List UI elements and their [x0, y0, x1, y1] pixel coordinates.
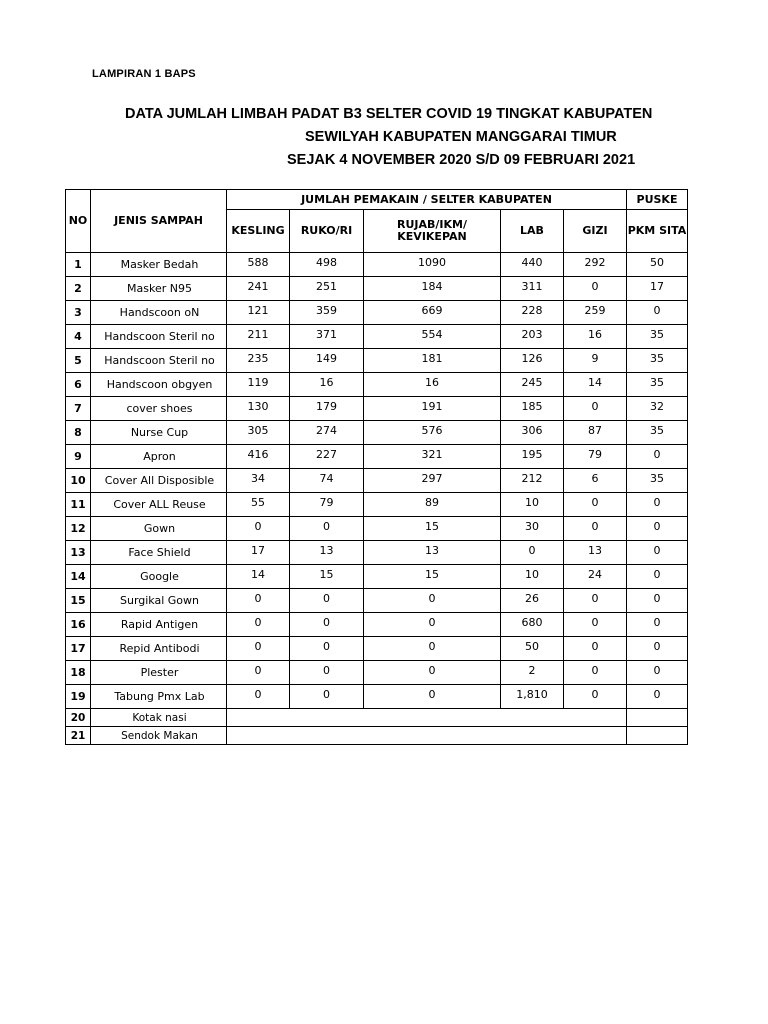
row-value-cell: 55: [227, 493, 290, 517]
row-value-cell: 0: [364, 637, 501, 661]
row-value-cell: 235: [227, 349, 290, 373]
header-rujab-ikm-kevikepan: [364, 210, 501, 253]
row-value-cell: 35: [627, 349, 688, 373]
row-value-cell: 0: [564, 685, 627, 709]
row-jenis-sampah: Surgikal Gown: [91, 589, 227, 613]
row-value-cell: 0: [227, 685, 290, 709]
row-number: 13: [66, 541, 91, 565]
row-value-cell: 34: [227, 469, 290, 493]
row-value-cell: 32: [627, 397, 688, 421]
row-number: 4: [66, 325, 91, 349]
row-value-cell: 0: [364, 685, 501, 709]
row-value-cell: 50: [501, 637, 564, 661]
row-value-cell: 130: [227, 397, 290, 421]
row-value-cell: 15: [364, 517, 501, 541]
row-value-cell: 184: [364, 277, 501, 301]
row-value-cell: 6: [564, 469, 627, 493]
row-value-cell: 680: [501, 613, 564, 637]
row-value-cell: 311: [501, 277, 564, 301]
row-jenis-sampah: Repid Antibodi: [91, 637, 227, 661]
header-ruko-ri: RUKO/RI: [290, 210, 364, 253]
row-value-cell: 0: [627, 613, 688, 637]
row-jenis-sampah: Plester: [91, 661, 227, 685]
row-value-cell: 24: [564, 565, 627, 589]
row-number: 16: [66, 613, 91, 637]
row-number: 11: [66, 493, 91, 517]
table-row: [66, 301, 688, 325]
row-value-cell: 14: [564, 373, 627, 397]
row-jenis-sampah: Google: [91, 565, 227, 589]
row-jenis-sampah: Handscoon Steril no: [91, 325, 227, 349]
row-value-cell: 1,810: [501, 685, 564, 709]
row-jenis-sampah: Sendok Makan: [91, 727, 227, 745]
row-jenis-sampah: Handscoon obgyen: [91, 373, 227, 397]
row-value-cell: 498: [290, 253, 364, 277]
row-number: 7: [66, 397, 91, 421]
row-value-cell: 16: [564, 325, 627, 349]
header-lab: LAB: [501, 210, 564, 253]
header-kesling: KESLING: [227, 210, 290, 253]
row-number: 20: [66, 709, 91, 727]
table-body: [66, 253, 688, 745]
row-value-cell: 179: [290, 397, 364, 421]
table-row: [66, 661, 688, 685]
table-row: [66, 727, 688, 745]
row-value-cell: 10: [501, 493, 564, 517]
header-kevikepan-line: KEVIKEPAN: [397, 230, 467, 243]
row-number: 12: [66, 517, 91, 541]
header-group-kabupaten: JUMLAH PEMAKAIN / SELTER KABUPATEN: [227, 190, 627, 210]
row-value-cell: 17: [627, 277, 688, 301]
row-value-cell: 0: [564, 277, 627, 301]
row-value-cell: 0: [627, 565, 688, 589]
row-jenis-sampah: Tabung Pmx Lab: [91, 685, 227, 709]
row-number: 5: [66, 349, 91, 373]
row-value-cell: 274: [290, 421, 364, 445]
row-value-cell: 0: [564, 589, 627, 613]
row-value-cell: 0: [627, 493, 688, 517]
row-jenis-sampah: cover shoes: [91, 397, 227, 421]
table-row: [66, 253, 688, 277]
row-value-cell: 0: [627, 301, 688, 325]
row-value-cell: 0: [564, 661, 627, 685]
row-value-cell: 0: [290, 685, 364, 709]
row-value-cell: 74: [290, 469, 364, 493]
row-value-cell: 228: [501, 301, 564, 325]
empty-puskesmas-cell: [627, 727, 688, 745]
row-value-cell: 13: [290, 541, 364, 565]
row-value-cell: 0: [227, 637, 290, 661]
row-number: 18: [66, 661, 91, 685]
row-value-cell: 211: [227, 325, 290, 349]
title-line-1: DATA JUMLAH LIMBAH PADAT B3 SELTER COVID 19 TINGKAT KABUPATEN: [125, 106, 653, 122]
row-number: 9: [66, 445, 91, 469]
row-number: 3: [66, 301, 91, 325]
row-value-cell: 0: [227, 589, 290, 613]
row-value-cell: 0: [290, 637, 364, 661]
table-row: [66, 685, 688, 709]
row-number: 21: [66, 727, 91, 745]
table-row: [66, 517, 688, 541]
header-gizi: GIZI: [564, 210, 627, 253]
header-group-puskesmas: PUSKE: [627, 190, 688, 210]
row-value-cell: 185: [501, 397, 564, 421]
row-number: 15: [66, 589, 91, 613]
row-number: 2: [66, 277, 91, 301]
row-jenis-sampah: Nurse Cup: [91, 421, 227, 445]
title-line-3: SEJAK 4 NOVEMBER 2020 S/D 09 FEBRUARI 2021: [287, 152, 636, 168]
table-row: [66, 541, 688, 565]
row-jenis-sampah: Cover All Disposible: [91, 469, 227, 493]
row-value-cell: 0: [364, 589, 501, 613]
table-row: [66, 277, 688, 301]
row-value-cell: 0: [290, 517, 364, 541]
row-value-cell: 0: [627, 661, 688, 685]
row-value-cell: 35: [627, 325, 688, 349]
header-pkm-sita: PKM SITA: [627, 210, 688, 253]
table-row: [66, 469, 688, 493]
row-number: 6: [66, 373, 91, 397]
row-value-cell: 30: [501, 517, 564, 541]
table-row: [66, 493, 688, 517]
row-value-cell: 79: [290, 493, 364, 517]
row-jenis-sampah: Face Shield: [91, 541, 227, 565]
row-value-cell: 297: [364, 469, 501, 493]
row-value-cell: 245: [501, 373, 564, 397]
row-jenis-sampah: Gown: [91, 517, 227, 541]
table-row: [66, 349, 688, 373]
row-value-cell: 0: [564, 493, 627, 517]
row-value-cell: 305: [227, 421, 290, 445]
row-value-cell: 0: [564, 397, 627, 421]
row-value-cell: 0: [227, 517, 290, 541]
row-value-cell: 0: [627, 685, 688, 709]
row-value-cell: 1090: [364, 253, 501, 277]
table-row: [66, 709, 688, 727]
row-value-cell: 121: [227, 301, 290, 325]
row-value-cell: 9: [564, 349, 627, 373]
row-value-cell: 0: [627, 517, 688, 541]
table-row: [66, 373, 688, 397]
row-jenis-sampah: Cover ALL Reuse: [91, 493, 227, 517]
row-value-cell: 14: [227, 565, 290, 589]
row-value-cell: 0: [227, 661, 290, 685]
row-number: 8: [66, 421, 91, 445]
row-jenis-sampah: Masker Bedah: [91, 253, 227, 277]
row-number: 14: [66, 565, 91, 589]
row-value-cell: 15: [364, 565, 501, 589]
row-value-cell: 0: [290, 661, 364, 685]
row-value-cell: 576: [364, 421, 501, 445]
row-value-cell: 10: [501, 565, 564, 589]
row-jenis-sampah: Kotak nasi: [91, 709, 227, 727]
row-jenis-sampah: Masker N95: [91, 277, 227, 301]
empty-kabupaten-cell: [227, 727, 627, 745]
row-value-cell: 0: [627, 589, 688, 613]
table-row: [66, 613, 688, 637]
row-value-cell: 241: [227, 277, 290, 301]
row-value-cell: 440: [501, 253, 564, 277]
row-value-cell: 0: [564, 517, 627, 541]
row-value-cell: 306: [501, 421, 564, 445]
row-value-cell: 191: [364, 397, 501, 421]
row-value-cell: 203: [501, 325, 564, 349]
row-value-cell: 0: [627, 445, 688, 469]
table-row: [66, 637, 688, 661]
row-value-cell: 149: [290, 349, 364, 373]
table-row: [66, 445, 688, 469]
row-value-cell: 89: [364, 493, 501, 517]
row-value-cell: 15: [290, 565, 364, 589]
row-value-cell: 0: [627, 541, 688, 565]
row-number: 19: [66, 685, 91, 709]
row-value-cell: 0: [290, 589, 364, 613]
row-value-cell: 292: [564, 253, 627, 277]
row-value-cell: 16: [290, 373, 364, 397]
row-value-cell: 35: [627, 421, 688, 445]
row-value-cell: 17: [227, 541, 290, 565]
table-row: [66, 421, 688, 445]
row-number: 10: [66, 469, 91, 493]
row-value-cell: 251: [290, 277, 364, 301]
row-value-cell: 2: [501, 661, 564, 685]
row-jenis-sampah: Rapid Antigen: [91, 613, 227, 637]
row-value-cell: 0: [564, 637, 627, 661]
row-value-cell: 588: [227, 253, 290, 277]
title-line-2: SEWILYAH KABUPATEN MANGGARAI TIMUR: [305, 129, 617, 145]
header-rujab-line: RUJAB/IKM/: [397, 218, 467, 231]
row-value-cell: 13: [364, 541, 501, 565]
row-value-cell: 0: [627, 637, 688, 661]
row-value-cell: 321: [364, 445, 501, 469]
header-jenis-sampah: JENIS SAMPAH: [91, 190, 227, 253]
row-value-cell: 0: [501, 541, 564, 565]
row-value-cell: 371: [290, 325, 364, 349]
row-value-cell: 195: [501, 445, 564, 469]
row-value-cell: 212: [501, 469, 564, 493]
row-value-cell: 359: [290, 301, 364, 325]
row-value-cell: 0: [564, 613, 627, 637]
row-value-cell: 16: [364, 373, 501, 397]
row-value-cell: 119: [227, 373, 290, 397]
row-number: 17: [66, 637, 91, 661]
lampiran-label: LAMPIRAN 1 BAPS: [92, 68, 196, 80]
table-row: [66, 325, 688, 349]
row-value-cell: 50: [627, 253, 688, 277]
row-jenis-sampah: Handscoon Steril no: [91, 349, 227, 373]
row-jenis-sampah: Handscoon oN: [91, 301, 227, 325]
row-value-cell: 87: [564, 421, 627, 445]
row-value-cell: 0: [364, 613, 501, 637]
table-row: [66, 565, 688, 589]
row-value-cell: 79: [564, 445, 627, 469]
row-value-cell: 669: [364, 301, 501, 325]
row-value-cell: 181: [364, 349, 501, 373]
row-value-cell: 26: [501, 589, 564, 613]
row-value-cell: 554: [364, 325, 501, 349]
table-row: [66, 589, 688, 613]
row-value-cell: 227: [290, 445, 364, 469]
row-value-cell: 416: [227, 445, 290, 469]
row-value-cell: 35: [627, 373, 688, 397]
empty-puskesmas-cell: [627, 709, 688, 727]
waste-data-table: [65, 189, 688, 745]
empty-kabupaten-cell: [227, 709, 627, 727]
header-no: NO: [66, 190, 91, 253]
row-value-cell: 0: [227, 613, 290, 637]
row-value-cell: 259: [564, 301, 627, 325]
row-value-cell: 0: [364, 661, 501, 685]
row-value-cell: 126: [501, 349, 564, 373]
table-row: [66, 397, 688, 421]
row-jenis-sampah: Apron: [91, 445, 227, 469]
row-number: 1: [66, 253, 91, 277]
row-value-cell: 35: [627, 469, 688, 493]
row-value-cell: 13: [564, 541, 627, 565]
row-value-cell: 0: [290, 613, 364, 637]
